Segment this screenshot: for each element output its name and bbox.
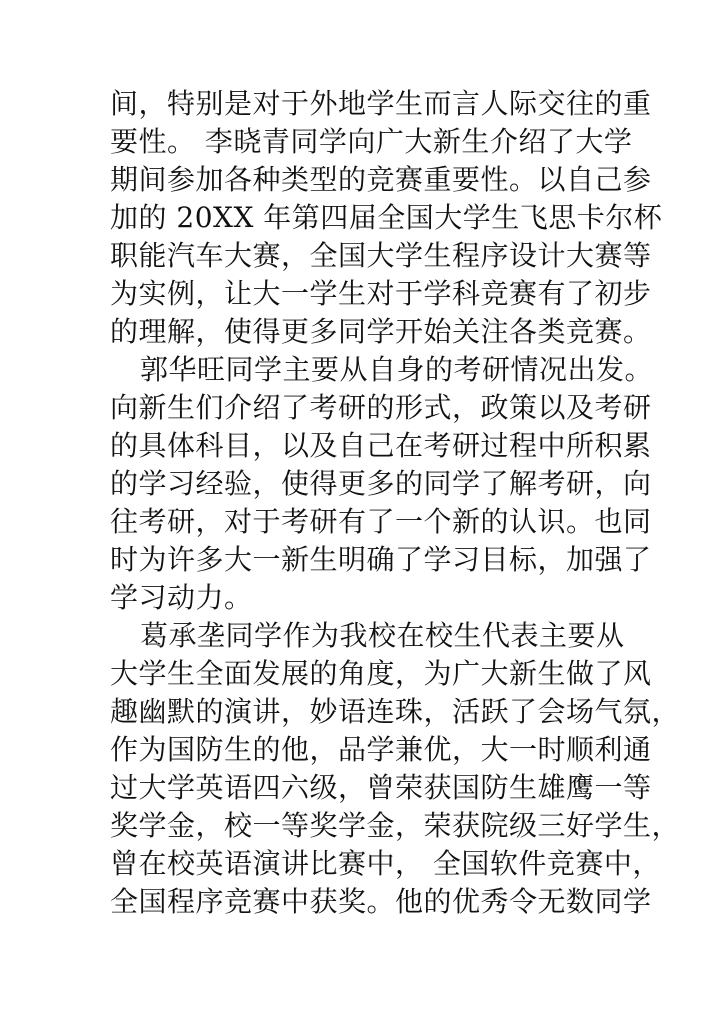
text-line-11: 的学习经验，使得更多的同学了解考研，向 <box>110 467 652 500</box>
text-line-7: 的理解，使得更多同学开始关注各类竞赛。 <box>110 315 652 348</box>
text-line-16: 大学生全面发展的角度，为广大新生做了风 <box>110 657 652 690</box>
text-line-1: 间，特别是对于外地学生而言人际交往的重 <box>110 87 652 120</box>
text-line-2: 要性。 李晓青同学向广大新生介绍了大学 <box>110 125 633 158</box>
text-line-15: 葛承垄同学作为我校在校生代表主要从 <box>140 619 625 652</box>
text-line-18: 作为国防生的他，品学兼优，大一时顺利通 <box>110 733 652 766</box>
text-line-4: 加的 20XX 年第四届全国大学生飞思卡尔杯 <box>110 201 663 234</box>
text-line-9: 向新生们介绍了考研的形式，政策以及考研 <box>110 391 652 424</box>
text-line-10: 的具体科目，以及自己在考研过程中所积累 <box>110 429 652 462</box>
text-line-17: 趣幽默的演讲，妙语连珠，活跃了会场气氛， <box>110 695 681 728</box>
text-line-21: 曾在校英语演讲比赛中， 全国软件竞赛中， <box>110 847 661 880</box>
text-line-22: 全国程序竞赛中获奖。他的优秀令无数同学 <box>110 885 652 918</box>
text-line-5: 职能汽车大赛，全国大学生程序设计大赛等 <box>110 239 652 272</box>
text-line-20: 奖学金，校一等奖学金，荣获院级三好学生， <box>110 809 681 842</box>
text-line-13: 时为许多大一新生明确了学习目标，加强了 <box>110 543 652 576</box>
text-line-19: 过大学英语四六级，曾荣获国防生雄鹰一等 <box>110 771 652 804</box>
text-line-3: 期间参加各种类型的竞赛重要性。以自己参 <box>110 163 652 196</box>
text-line-14: 学习动力。 <box>110 581 253 614</box>
text-line-12: 往考研，对于考研有了一个新的认识。也同 <box>110 505 652 538</box>
text-line-8: 郭华旺同学主要从自身的考研情况出发。 <box>140 353 654 386</box>
text-line-6: 为实例，让大一学生对于学科竞赛有了初步 <box>110 277 652 310</box>
